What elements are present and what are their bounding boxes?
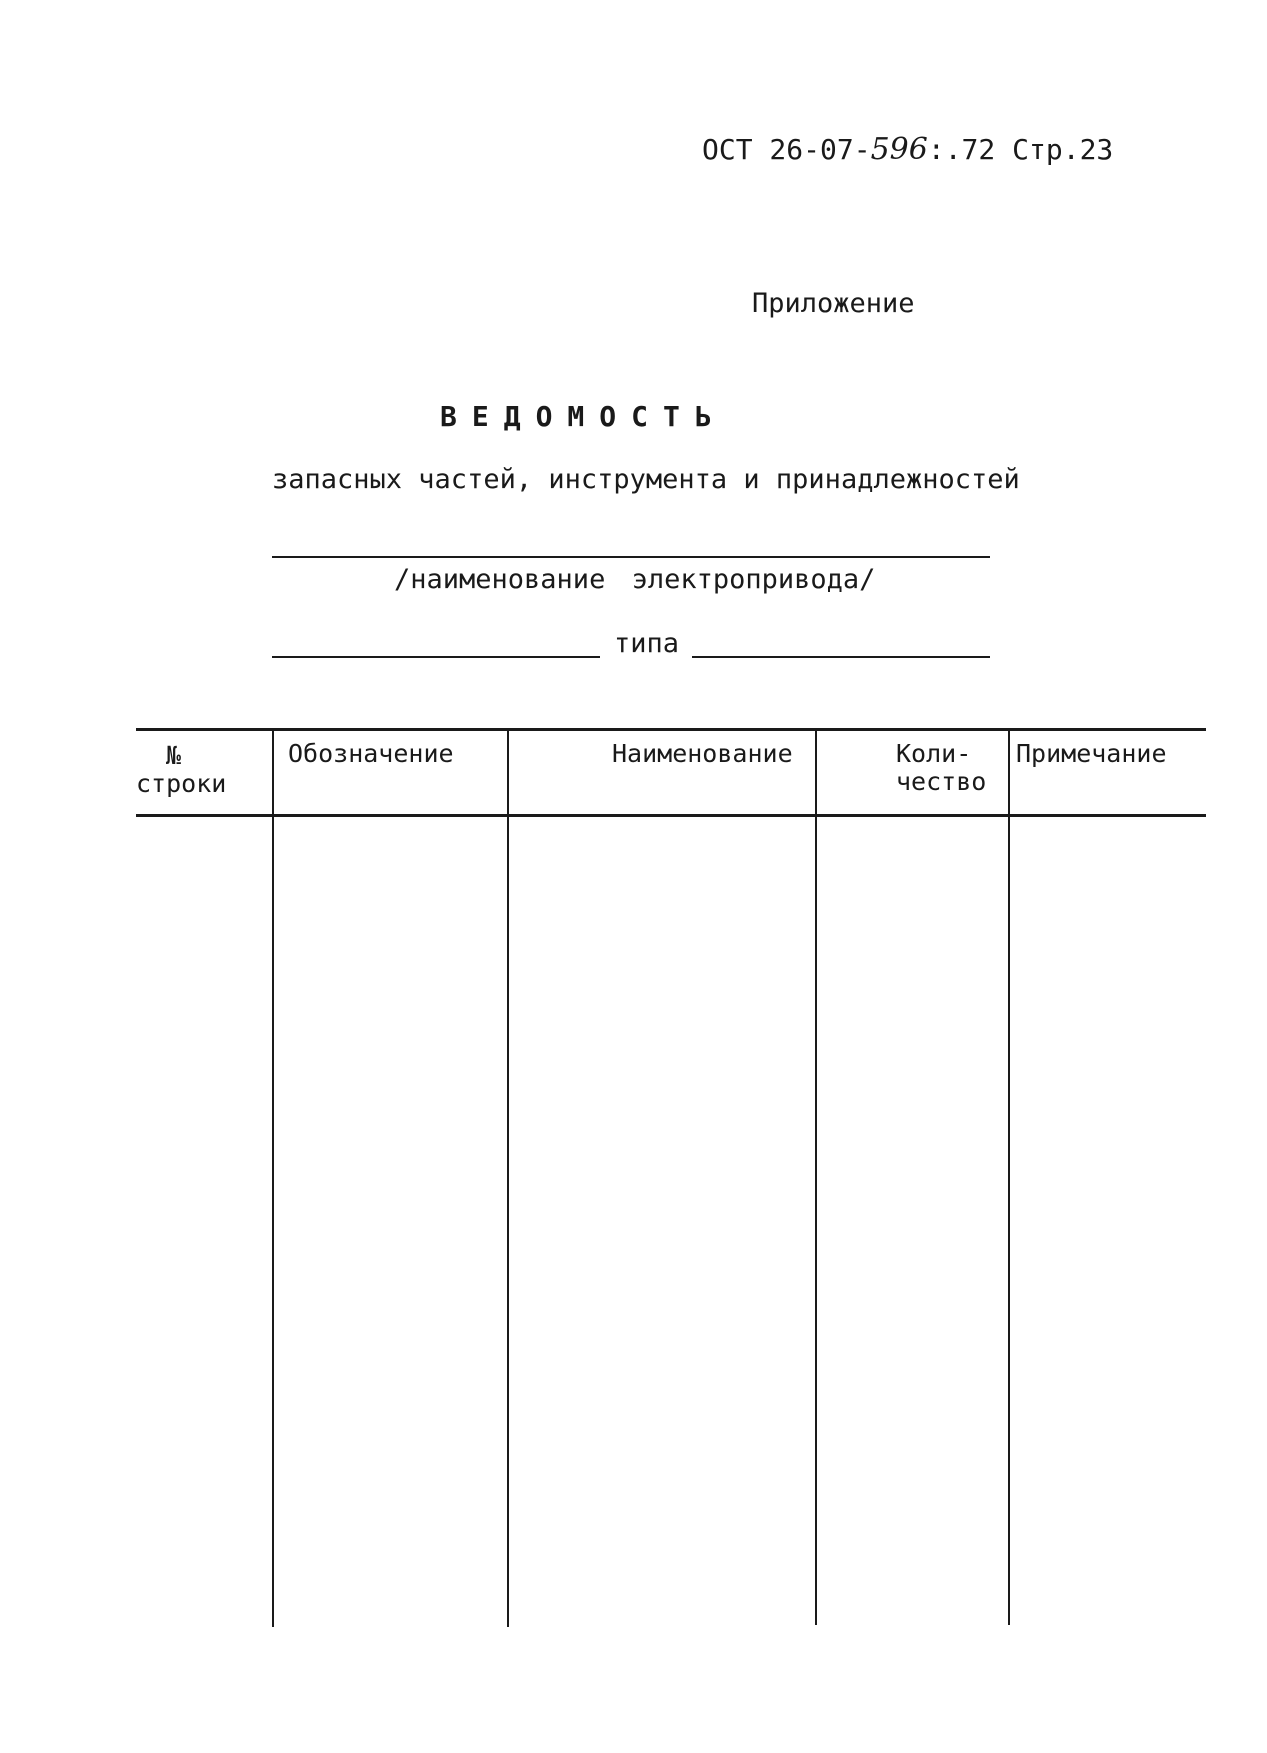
document-code [702,132,1113,167]
col-header-row-number-line1: № [166,741,182,770]
col-header-note [1016,740,1167,768]
table-header-bottom-border [136,814,1206,817]
drive-name-caption: /наименование электропривода/ [394,564,876,595]
col-header-quantity-line1: Коли- [896,739,972,768]
appendix-label: Приложение [752,288,915,319]
col-header-name-label: Наименование [612,739,793,768]
table-column-divider-4 [1008,730,1010,1625]
table-column-divider-2 [507,730,509,1627]
table-column-divider-3 [815,730,817,1625]
table-top-border [136,728,1206,731]
col-header-row-number-line2: строки [136,769,227,798]
document-title: ВЕДОМОСТЬ [440,400,727,433]
col-header-row-number [136,742,262,798]
handwritten-number: 596 [870,132,928,167]
code-suffix: :.72 [927,133,996,166]
col-header-quantity [864,740,986,796]
type-right-line [692,656,990,658]
code-prefix: ОСТ 26-07- [702,133,871,166]
col-header-quantity-line2: чество [896,767,987,796]
col-header-note-label: Примечание [1016,739,1167,768]
col-header-name [612,740,793,768]
drive-name-line [272,556,990,558]
type-left-line [272,656,600,658]
page-number: Стр.23 [1012,133,1114,166]
type-label: типа [614,628,680,659]
col-header-designation [288,740,454,768]
col-header-designation-label: Обозначение [288,739,454,768]
table-column-divider-1 [272,730,274,1627]
document-subtitle: запасных частей, инструмента и принадлежностей [272,464,1020,495]
